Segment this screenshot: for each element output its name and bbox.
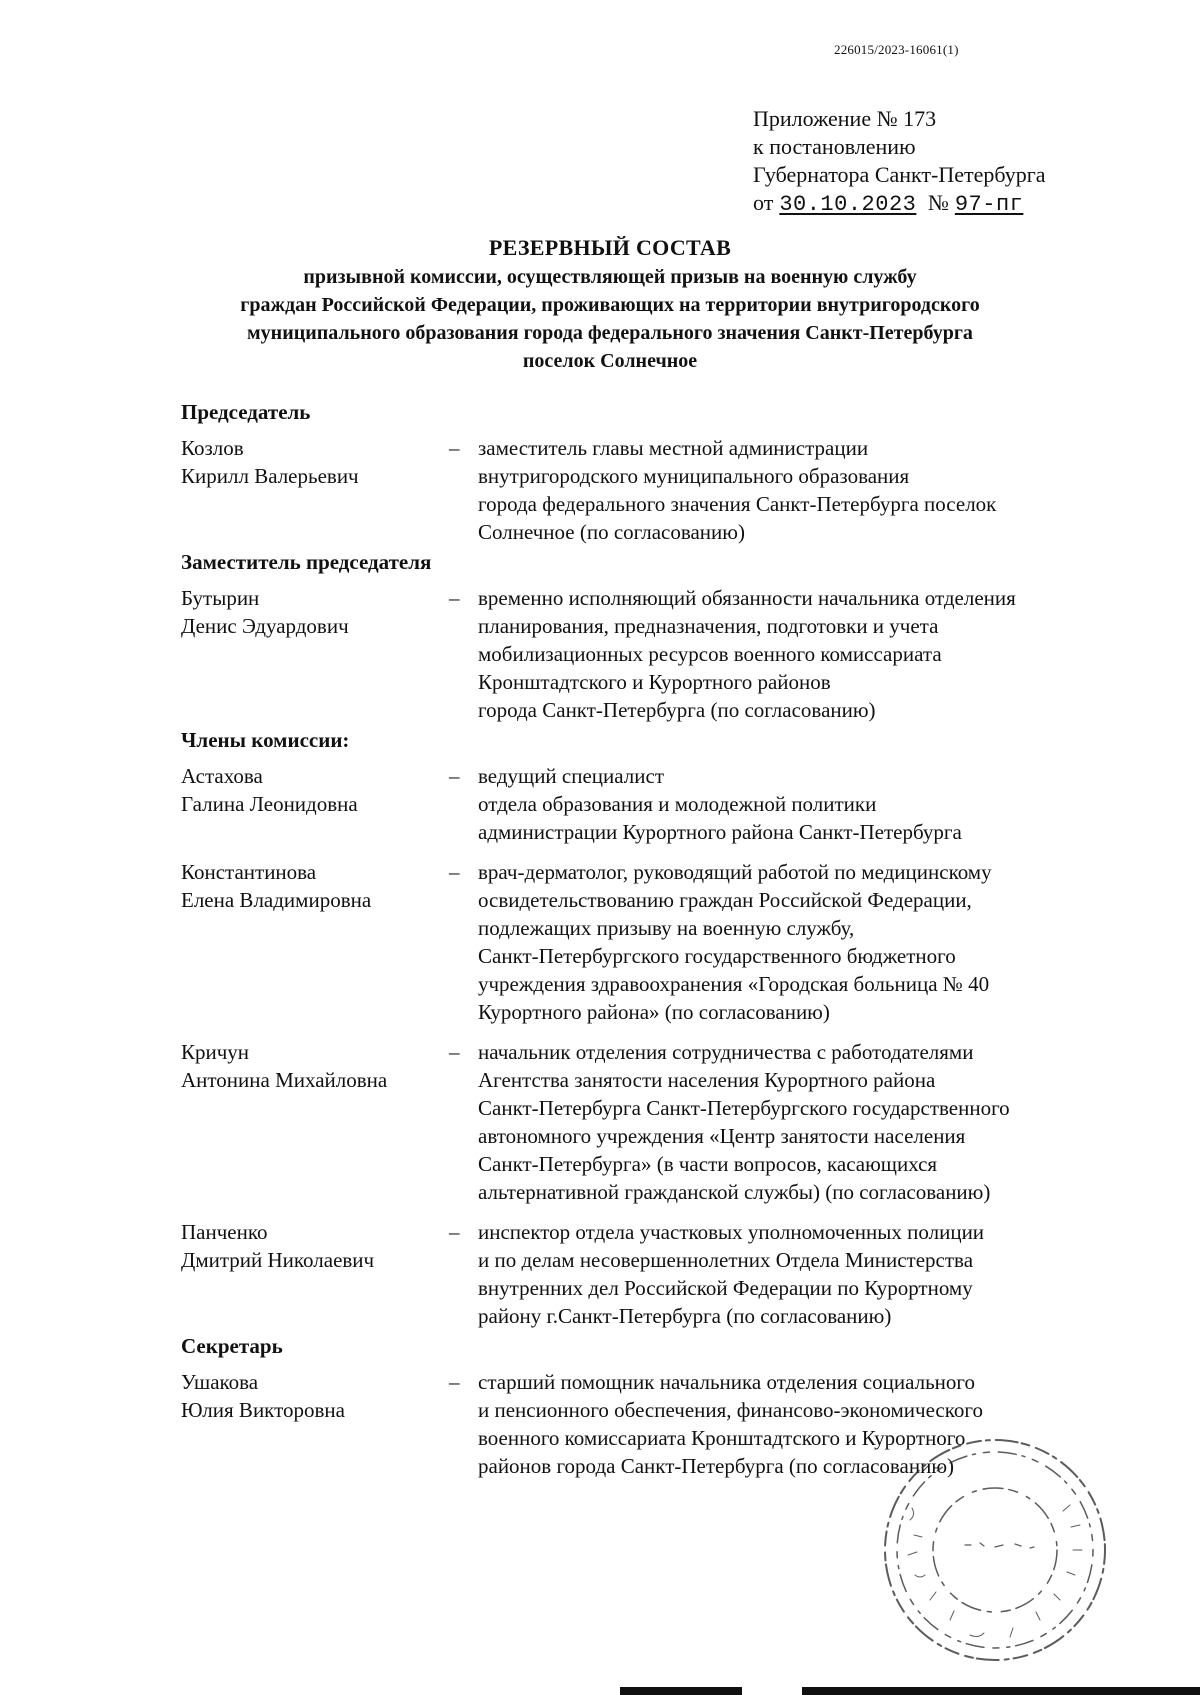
- member-name: [181, 1368, 449, 1424]
- appendix-line-2: к постановлению: [753, 134, 916, 159]
- member-entry: [181, 434, 1101, 546]
- member-position: инспектор отдела участковых уполномоченных полиции и по делам несовершеннолетних Отдела Министерства внутренних дел Российской Федерации по Курортному району г.Санкт-Петербурга (по согласованию): [478, 1220, 985, 1328]
- member-position: врач-дерматолог, руководящий работой по медицинскому освидетельствованию граждан Российской Федерации, подлежащих призыву на военную службу, Санкт-Петербургского государственного бюджетного учреждения здравоохранения «Городская больница № 40 Курортного района» (по согласованию): [478, 860, 992, 1024]
- member-position: начальник отделения сотрудничества с работодателями Агентства занятости населения Курортного района Санкт-Петербурга Санкт-Петербургского государственного автономного учреждения «Центр занятости населения Санкт-Петербурга» (в части вопросов, касающихся альтернативной гражданской службы) (по согласованию): [478, 1040, 1010, 1204]
- appendix-line-3: Губернатора Санкт-Петербурга: [753, 162, 1046, 187]
- member-name: [181, 762, 449, 818]
- scan-edge-gap: [742, 1687, 802, 1695]
- section-heading-members: Члены комиссии:: [181, 728, 350, 752]
- member-name: [181, 858, 449, 914]
- commission-composition: [181, 398, 1101, 1480]
- dash-separator: –: [449, 586, 460, 610]
- member-surname: Константинова: [181, 860, 317, 884]
- member-given-names: Юлия Викторовна: [181, 1398, 345, 1422]
- section-heading-chairman: Председатель: [181, 400, 311, 424]
- title-line-3: муниципального образования города федерального значения Санкт-Петербурга: [247, 322, 973, 344]
- dash-separator: –: [449, 1220, 460, 1244]
- dash-separator: –: [449, 764, 460, 788]
- round-seal-stamp-icon: [870, 1425, 1120, 1675]
- member-given-names: Денис Эдуардович: [181, 614, 349, 638]
- member-given-names: Елена Владимировна: [181, 888, 372, 912]
- section-heading-secretary: Секретарь: [181, 1334, 283, 1358]
- member-surname: Козлов: [181, 436, 244, 460]
- date-prefix: от: [753, 190, 774, 215]
- member-surname: Панченко: [181, 1220, 268, 1244]
- member-given-names: Антонина Михайловна: [181, 1068, 388, 1092]
- resolution-date: 30.10.2023: [779, 192, 917, 217]
- member-surname: Астахова: [181, 764, 263, 788]
- member-position: заместитель главы местной администрации внутригородского муниципального образования города федерального значения Санкт-Петербурга поселок Солнечное (по согласованию): [478, 436, 997, 544]
- section-heading-deputy: Заместитель председателя: [181, 550, 432, 574]
- title-line-1: призывной комиссии, осуществляющей призыв на военную службу: [303, 266, 917, 288]
- member-name: [181, 1038, 449, 1094]
- title-main: РЕЗЕРВНЫЙ СОСТАВ: [488, 235, 732, 260]
- member-given-names: Галина Леонидовна: [181, 792, 358, 816]
- dash-separator: –: [449, 860, 460, 884]
- title-line-2: граждан Российской Федерации, проживающих на территории внутригородского: [240, 294, 980, 316]
- member-name: [181, 584, 449, 640]
- member-given-names: Дмитрий Николаевич: [181, 1248, 375, 1272]
- member-position: временно исполняющий обязанности начальника отделения планирования, предназначения, подготовки и учета мобилизационных ресурсов военного комиссариата Кронштадтского и Курортного районов города Санкт-Петербурга (по согласованию): [478, 586, 1016, 722]
- title-line-4: поселок Солнечное: [522, 350, 698, 372]
- dash-separator: –: [449, 1370, 460, 1394]
- scan-edge-bar: [620, 1687, 1200, 1695]
- number-prefix: №: [927, 190, 949, 215]
- member-name: [181, 434, 449, 490]
- member-name: [181, 1218, 449, 1274]
- appendix-date-line: [753, 189, 1046, 219]
- member-position: старший помощник начальника отделения социального и пенсионного обеспечения, финансово-экономического военного комиссариата Кронштадтского и Курортного районов города Санкт-Петербурга (по согласованию): [478, 1370, 983, 1478]
- appendix-header: [753, 105, 1046, 219]
- member-entry: [181, 584, 1101, 724]
- appendix-line-1: Приложение № 173: [753, 106, 937, 131]
- member-entry: [181, 858, 1101, 1026]
- member-given-names: Кирилл Валерьевич: [181, 464, 359, 488]
- member-surname: Кричун: [181, 1040, 250, 1064]
- document-title: [150, 233, 1070, 375]
- member-position: ведущий специалист отдела образования и молодежной политики администрации Курортного района Санкт-Петербурга: [478, 764, 962, 844]
- member-entry: [181, 1218, 1101, 1330]
- document-registration-number: 226015/2023-16061(1): [834, 42, 959, 57]
- member-surname: Ушакова: [181, 1370, 259, 1394]
- dash-separator: –: [449, 1040, 460, 1064]
- dash-separator: –: [449, 436, 460, 460]
- member-entry: [181, 762, 1101, 846]
- resolution-number: 97-пг: [954, 192, 1024, 217]
- member-entry: [181, 1038, 1101, 1206]
- member-surname: Бутырин: [181, 586, 260, 610]
